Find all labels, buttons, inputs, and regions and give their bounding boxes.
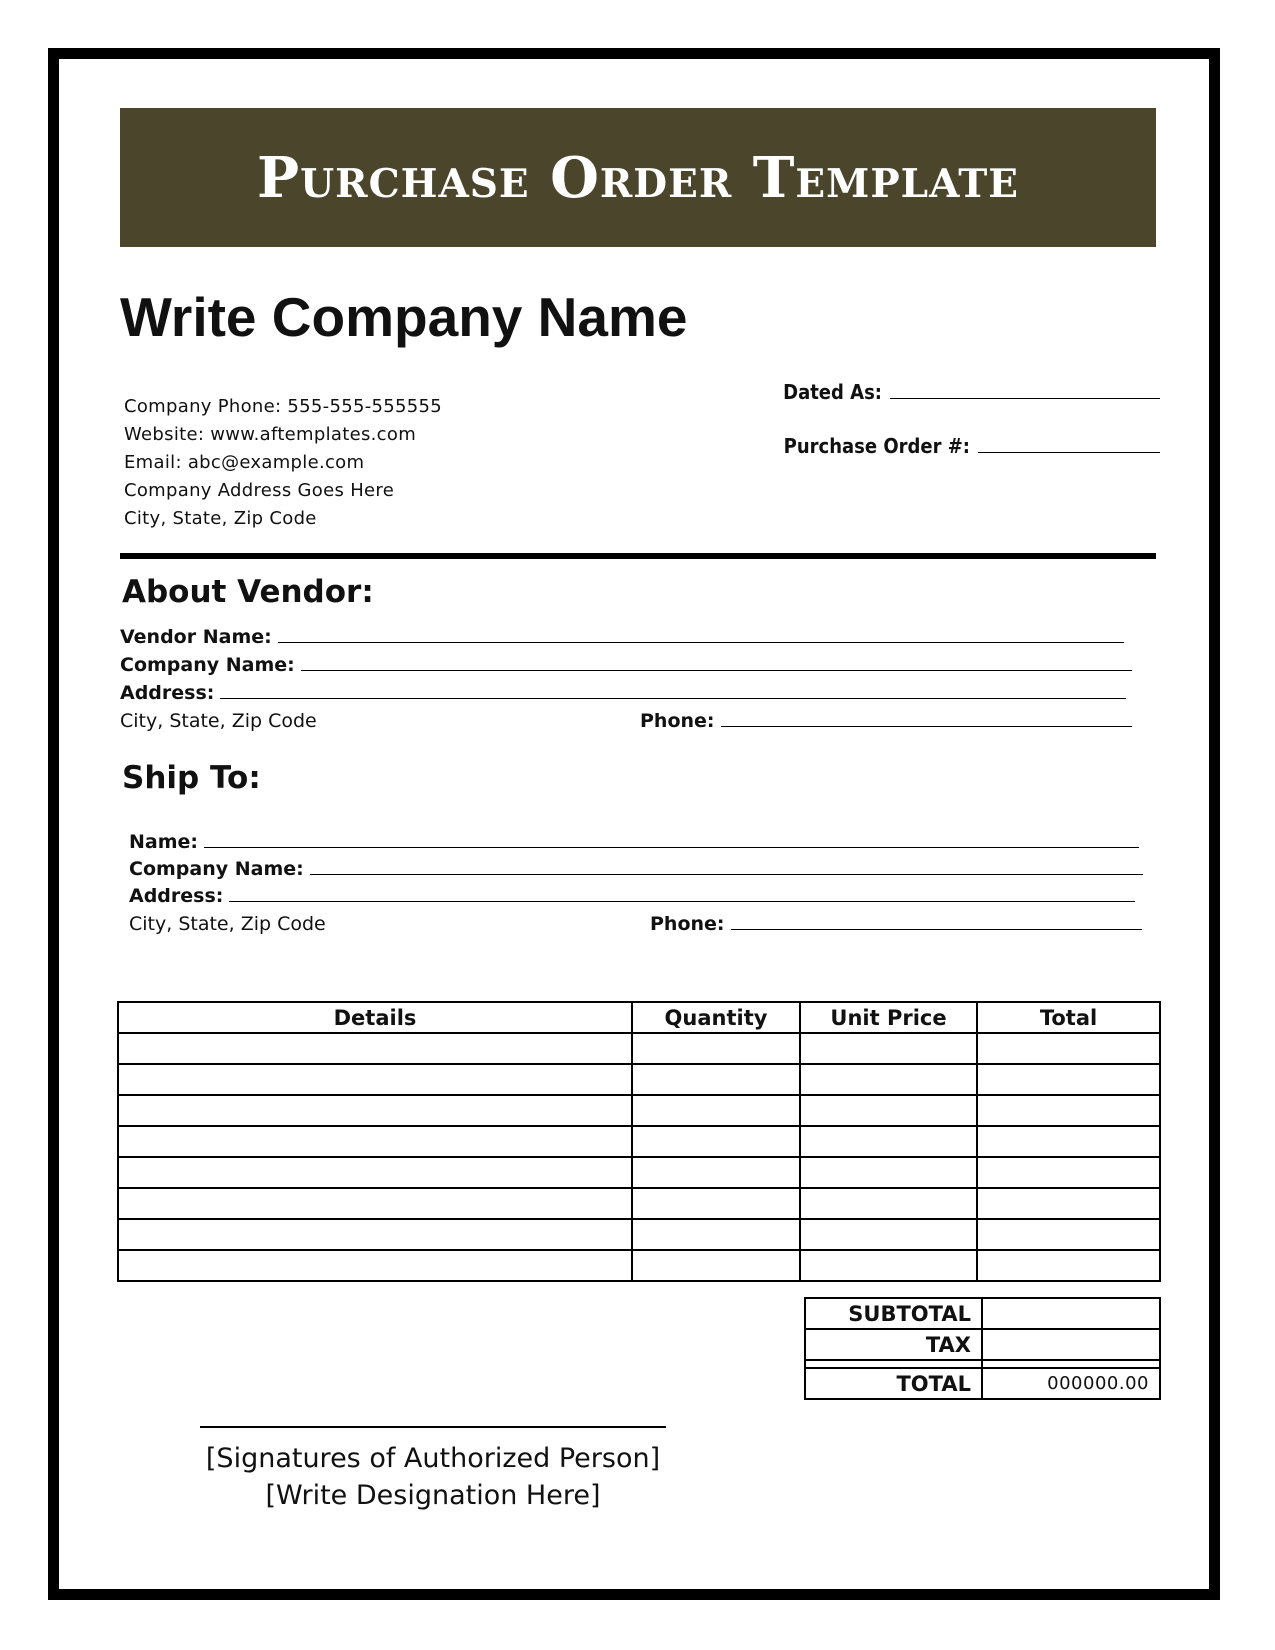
ship-name-label: Name: bbox=[129, 831, 199, 853]
table-row bbox=[118, 1126, 1160, 1157]
ship-phone-label: Phone: bbox=[650, 913, 725, 935]
tax-row bbox=[805, 1329, 1160, 1360]
total-label: TOTAL bbox=[805, 1368, 982, 1399]
po-number-label: Purchase Order #: bbox=[783, 434, 970, 458]
cell-details[interactable] bbox=[118, 1250, 632, 1281]
ship-company-field bbox=[129, 858, 1143, 880]
ship-city-state-zip: City, State, Zip Code bbox=[129, 913, 326, 935]
cell-total[interactable] bbox=[977, 1250, 1160, 1281]
cell-quantity[interactable] bbox=[632, 1250, 800, 1281]
vendor-company-field bbox=[120, 654, 1132, 676]
ship-phone-field bbox=[650, 913, 1142, 935]
table-row bbox=[118, 1095, 1160, 1126]
column-header-unit-price: Unit Price bbox=[800, 1002, 977, 1033]
total-row bbox=[805, 1368, 1160, 1399]
signature-line bbox=[200, 1426, 666, 1428]
vendor-company-label: Company Name: bbox=[120, 654, 295, 676]
po-number-blank[interactable] bbox=[978, 434, 1160, 453]
signature-label: [Signatures of Authorized Person] bbox=[205, 1443, 661, 1474]
separator-cell bbox=[805, 1360, 982, 1368]
vendor-name-label: Vendor Name: bbox=[120, 626, 272, 648]
cell-total[interactable] bbox=[977, 1095, 1160, 1126]
cell-total[interactable] bbox=[977, 1126, 1160, 1157]
vendor-name-field bbox=[120, 626, 1124, 648]
ship-name-blank[interactable] bbox=[204, 833, 1139, 848]
vendor-address-label: Address: bbox=[120, 682, 215, 704]
cell-details[interactable] bbox=[118, 1095, 632, 1126]
table-row bbox=[118, 1250, 1160, 1281]
ship-to-section-title: Ship To: bbox=[122, 760, 261, 796]
vendor-address-blank[interactable] bbox=[220, 684, 1126, 699]
cell-unit-price[interactable] bbox=[800, 1033, 977, 1064]
tax-label: TAX bbox=[805, 1329, 982, 1360]
cell-unit-price[interactable] bbox=[800, 1219, 977, 1250]
cell-details[interactable] bbox=[118, 1157, 632, 1188]
cell-details[interactable] bbox=[118, 1033, 632, 1064]
tax-value-cell[interactable] bbox=[982, 1329, 1160, 1360]
vendor-phone-field bbox=[640, 710, 1132, 732]
ship-address-blank[interactable] bbox=[229, 887, 1135, 902]
subtotal-value-cell[interactable] bbox=[982, 1298, 1160, 1329]
ship-company-blank[interactable] bbox=[310, 860, 1143, 875]
cell-quantity[interactable] bbox=[632, 1064, 800, 1095]
vendor-city-state-zip: City, State, Zip Code bbox=[120, 710, 317, 732]
table-row bbox=[118, 1219, 1160, 1250]
section-divider bbox=[120, 553, 1156, 559]
cell-details[interactable] bbox=[118, 1126, 632, 1157]
document-title: Purchase Order Template bbox=[257, 144, 1019, 211]
ship-city-field bbox=[129, 913, 326, 935]
items-header-row bbox=[118, 1002, 1160, 1033]
cell-quantity[interactable] bbox=[632, 1033, 800, 1064]
vendor-name-blank[interactable] bbox=[278, 628, 1124, 643]
ship-company-label: Company Name: bbox=[129, 858, 304, 880]
vendor-company-blank[interactable] bbox=[301, 656, 1132, 671]
ship-phone-blank[interactable] bbox=[731, 915, 1142, 930]
subtotal-row bbox=[805, 1298, 1160, 1329]
cell-quantity[interactable] bbox=[632, 1157, 800, 1188]
cell-quantity[interactable] bbox=[632, 1219, 800, 1250]
table-row bbox=[118, 1033, 1160, 1064]
dated-as-label: Dated As: bbox=[783, 380, 882, 404]
cell-details[interactable] bbox=[118, 1219, 632, 1250]
company-phone: Company Phone: 555-555-555555 bbox=[124, 396, 443, 417]
company-address: Company Address Goes Here bbox=[124, 480, 395, 501]
items-table bbox=[117, 1001, 1161, 1282]
cell-quantity[interactable] bbox=[632, 1188, 800, 1219]
cell-unit-price[interactable] bbox=[800, 1250, 977, 1281]
cell-unit-price[interactable] bbox=[800, 1157, 977, 1188]
column-header-quantity: Quantity bbox=[632, 1002, 800, 1033]
cell-total[interactable] bbox=[977, 1064, 1160, 1095]
cell-details[interactable] bbox=[118, 1064, 632, 1095]
summary-separator-row bbox=[805, 1360, 1160, 1368]
cell-total[interactable] bbox=[977, 1157, 1160, 1188]
company-city-state-zip: City, State, Zip Code bbox=[124, 508, 317, 529]
table-row bbox=[118, 1064, 1160, 1095]
separator-cell bbox=[982, 1360, 1160, 1368]
cell-total[interactable] bbox=[977, 1219, 1160, 1250]
cell-unit-price[interactable] bbox=[800, 1188, 977, 1219]
company-name: Write Company Name bbox=[120, 286, 688, 348]
vendor-phone-blank[interactable] bbox=[721, 712, 1132, 727]
cell-quantity[interactable] bbox=[632, 1126, 800, 1157]
vendor-section-title: About Vendor: bbox=[122, 574, 374, 610]
subtotal-label: SUBTOTAL bbox=[805, 1298, 982, 1329]
cell-unit-price[interactable] bbox=[800, 1095, 977, 1126]
ship-address-label: Address: bbox=[129, 885, 224, 907]
vendor-phone-label: Phone: bbox=[640, 710, 715, 732]
cell-details[interactable] bbox=[118, 1188, 632, 1219]
table-row bbox=[118, 1188, 1160, 1219]
company-website: Website: www.aftemplates.com bbox=[124, 424, 417, 445]
ship-address-field bbox=[129, 885, 1135, 907]
items-body bbox=[118, 1033, 1160, 1281]
po-number-field bbox=[784, 434, 1160, 458]
cell-total[interactable] bbox=[977, 1033, 1160, 1064]
cell-quantity[interactable] bbox=[632, 1095, 800, 1126]
total-value[interactable]: 000000.00 bbox=[982, 1368, 1160, 1399]
column-header-details: Details bbox=[118, 1002, 632, 1033]
summary-table bbox=[804, 1297, 1161, 1400]
dated-as-blank[interactable] bbox=[890, 380, 1160, 399]
column-header-total: Total bbox=[977, 1002, 1160, 1033]
ship-name-field bbox=[129, 831, 1139, 853]
cell-unit-price[interactable] bbox=[800, 1126, 977, 1157]
vendor-city-field bbox=[120, 710, 317, 732]
company-email: Email: abc@example.com bbox=[124, 452, 365, 473]
cell-total[interactable] bbox=[977, 1188, 1160, 1219]
vendor-address-field bbox=[120, 682, 1126, 704]
designation-label: [Write Designation Here] bbox=[265, 1480, 601, 1511]
title-banner bbox=[120, 108, 1156, 247]
table-row bbox=[118, 1157, 1160, 1188]
cell-unit-price[interactable] bbox=[800, 1064, 977, 1095]
company-info bbox=[124, 393, 442, 533]
dated-as-field bbox=[783, 380, 1160, 404]
